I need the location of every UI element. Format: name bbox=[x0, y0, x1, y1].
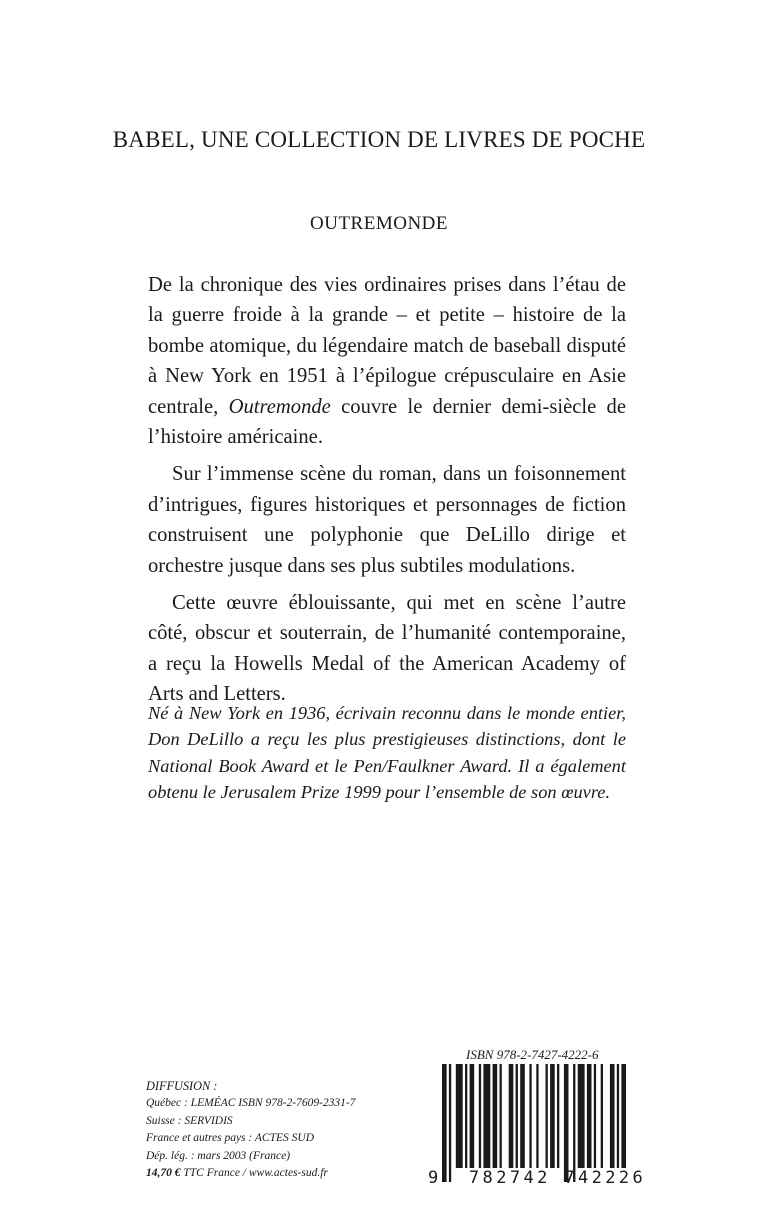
barcode-bar bbox=[483, 1064, 490, 1168]
isbn-label: ISBN 978-2-7427-4222-6 bbox=[466, 1047, 599, 1062]
barcode-bar bbox=[578, 1064, 585, 1168]
price-value: 14,70 € bbox=[146, 1167, 181, 1180]
barcode-bar bbox=[617, 1064, 619, 1168]
barcode-bar bbox=[500, 1064, 502, 1168]
barcode-bar bbox=[550, 1064, 555, 1168]
barcode-bar bbox=[479, 1064, 481, 1168]
diffusion-france: France et autres pays : ACTES SUD bbox=[146, 1132, 315, 1145]
barcode-group-1: 782742 bbox=[468, 1168, 551, 1188]
diffusion-label: DIFFUSION : bbox=[146, 1079, 218, 1093]
blurb-paragraph-3: Cette œuvre éblouissante, qui met en scène l’autre côté, obscur et souterrain, de l’humanité contemporaine, a reçu la Howells Medal of the American Academy of Arts and Letters. bbox=[148, 592, 626, 706]
barcode-bar bbox=[529, 1064, 531, 1168]
barcode-bar bbox=[520, 1064, 525, 1168]
book-blurb bbox=[148, 270, 626, 717]
barcode-bar bbox=[557, 1064, 559, 1168]
barcode-bar bbox=[509, 1064, 514, 1168]
collection-title: BABEL, UNE COLLECTION DE LIVRES DE POCHE bbox=[112, 127, 646, 152]
barcode bbox=[428, 1064, 647, 1188]
barcode-bar bbox=[470, 1064, 475, 1168]
price-details: TTC France / www.actes-sud.fr bbox=[180, 1167, 328, 1180]
barcode-bar bbox=[442, 1064, 447, 1182]
barcode-bar bbox=[610, 1064, 615, 1168]
barcode-bar bbox=[564, 1064, 569, 1182]
blurb-paragraph-2: Sur l’immense scène du roman, dans un foisonnement d’intrigues, figures historiques et personnages de fiction construisent une polyphonie que DeLillo dirige et orchestre jusque dans ses plus subtiles modulations. bbox=[148, 463, 626, 577]
blurb-p1-start: De la chronique des vies ordinaires prises dans l’étau de la guerre froide à la grande – et petite – histoire de la bombe atomique, du légendaire match de baseball disputé à New York en 1951 à l’épilogue crépusculaire en Asie centrale, bbox=[148, 274, 626, 418]
blurb-p1-title: Outremonde bbox=[228, 395, 331, 418]
barcode-bar bbox=[587, 1064, 592, 1168]
barcode-digits bbox=[428, 1168, 647, 1188]
distribution-info bbox=[146, 1078, 416, 1182]
barcode-bar bbox=[516, 1064, 518, 1168]
book-title: OUTREMONDE bbox=[310, 213, 448, 234]
barcode-first-digit: 9 bbox=[428, 1168, 442, 1188]
barcode-bar bbox=[449, 1064, 451, 1182]
barcode-group-2: 742226 bbox=[564, 1168, 647, 1188]
price-line bbox=[146, 1165, 416, 1182]
barcode-bar bbox=[621, 1064, 626, 1168]
barcode-bar bbox=[493, 1064, 498, 1168]
barcode-bar bbox=[594, 1064, 596, 1168]
blurb-paragraph-1 bbox=[148, 270, 626, 452]
barcode-bar bbox=[456, 1064, 463, 1168]
legal-deposit: Dép. lég. : mars 2003 (France) bbox=[146, 1149, 291, 1162]
barcode-bar bbox=[573, 1064, 575, 1182]
barcode-bar bbox=[536, 1064, 538, 1168]
diffusion-quebec: Québec : LEMÉAC ISBN 978-2-7609-2331-7 bbox=[146, 1097, 356, 1110]
blurb-p1-end: couvre le dernier demi-siècle de l’histoire américaine. bbox=[148, 395, 626, 449]
barcode-bar bbox=[546, 1064, 548, 1168]
barcode-bar bbox=[465, 1064, 467, 1168]
diffusion-suisse: Suisse : SERVIDIS bbox=[146, 1114, 233, 1127]
author-bio: Né à New York en 1936, écrivain reconnu dans le monde entier, Don DeLillo a reçu les plus prestigieuses distinctions, dont le National Book Award et le Pen/Faulkner Award. Il a également obtenu le Jerusalem Prize 1999 pour l’ensemble de son œuvre. bbox=[148, 703, 626, 802]
barcode-bar bbox=[601, 1064, 603, 1168]
